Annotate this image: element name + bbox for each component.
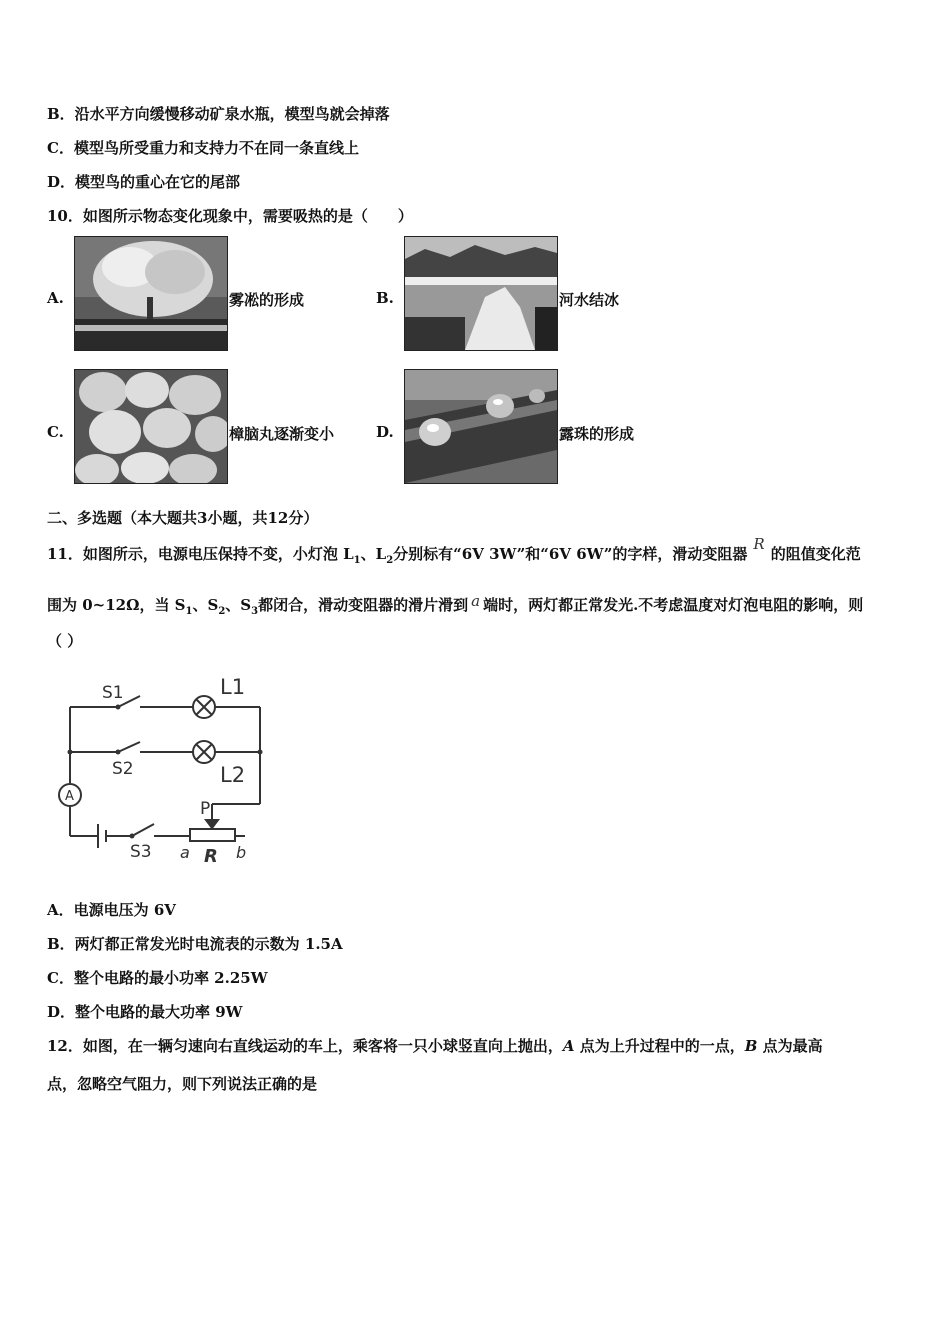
ammeter-symbol: A [65, 789, 74, 804]
label-l1: L1 [220, 675, 246, 699]
q10-option-c-caption: 樟脑丸逐渐变小 [229, 425, 335, 443]
q10-stem: 10．如图所示物态变化现象中，需要吸热的是（ ） [47, 207, 413, 225]
q9-option-b: B．沿水平方向缓慢移动矿泉水瓶，模型鸟就会掉落 [47, 105, 390, 123]
label-a: a [180, 843, 190, 862]
q10-option-b-label: B. [376, 289, 394, 307]
label-s1: S1 [102, 683, 124, 703]
label-r: R [204, 846, 218, 867]
q12-stem-line1: 12．如图，在一辆匀速向右直线运动的车上，乘客将一只小球竖直向上抛出，A 点为上升过程中的一点，B 点为最高 [47, 1037, 823, 1055]
label-p: P [200, 799, 211, 819]
q11-stem-line2: 围为 0~12Ω，当 $S_1$、$S_2$、$S_3$都闭合，滑动变阻器的滑片滑到 a 端时，两灯都正常发光.不考虑温度对灯泡电阻的影响，则 [47, 592, 864, 617]
frozen-river-photo [404, 236, 558, 351]
q12-stem-line2: 点，忽略空气阻力，则下列说法正确的是 [47, 1075, 318, 1093]
label-l2: L2 [220, 763, 246, 787]
label-s2: S2 [112, 759, 134, 779]
q10-option-d-label: D. [376, 423, 394, 441]
label-s3: S3 [130, 842, 152, 862]
q10-option-d-caption: 露珠的形成 [559, 425, 635, 443]
terminal-var-a: a [471, 592, 481, 610]
q10-option-c-label: C. [47, 423, 64, 441]
q11-option-c: C．整个电路的最小功率 2.25W [47, 969, 268, 987]
q11-stem-line3: （ ） [47, 632, 83, 650]
rime-photo [74, 236, 228, 351]
mothballs-photo [74, 369, 228, 484]
circuit-diagram [50, 668, 280, 868]
resistor-var-r: R [753, 535, 765, 553]
q10-option-a-label: A. [47, 289, 64, 307]
section-heading: 二、多选题（本大题共3小题，共12分） [47, 509, 319, 527]
q9-option-d: D．模型鸟的重心在它的尾部 [47, 173, 241, 191]
dewdrops-photo [404, 369, 558, 484]
q11-option-a: A．电源电压为 6V [47, 901, 176, 919]
q10-option-b-caption: 河水结冰 [559, 291, 620, 309]
q10-option-a-caption: 雾凇的形成 [229, 291, 305, 309]
q9-option-c: C．模型鸟所受重力和支持力不在同一条直线上 [47, 139, 359, 157]
label-b: b [236, 843, 247, 862]
q11-stem-line1: 11．如图所示，电源电压保持不变，小灯泡 $L_1$、$L_2$分别标有“6V 3W”和“6V 6W”的字样，滑动变阻器R的阻值变化范 [47, 535, 861, 566]
q11-option-d: D．整个电路的最大功率 9W [47, 1003, 243, 1021]
q11-option-b: B．两灯都正常发光时电流表的示数为 1.5A [47, 935, 343, 953]
